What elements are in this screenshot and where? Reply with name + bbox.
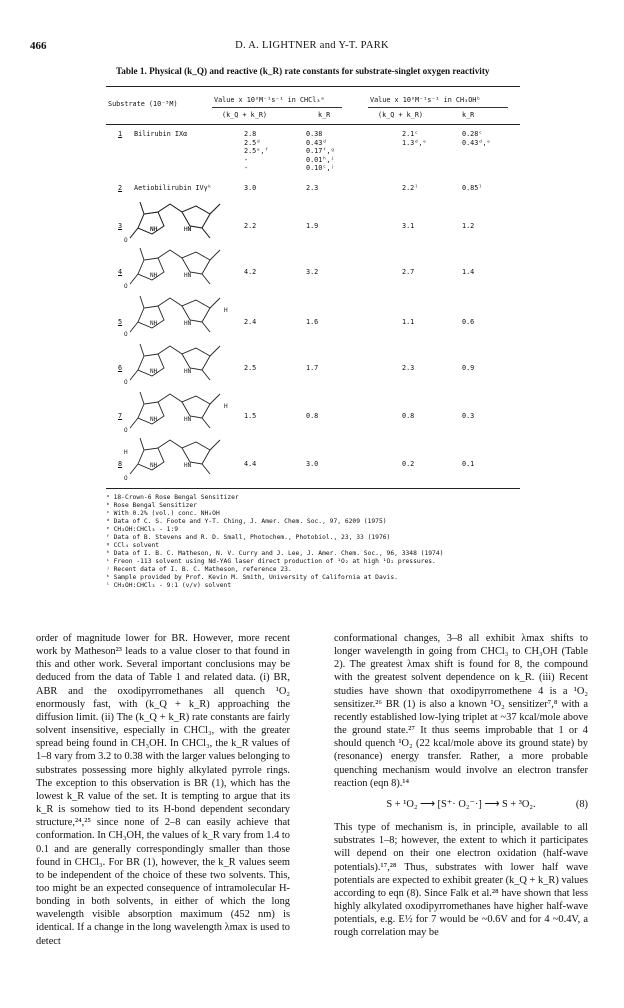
cell-chcl3-kqkr: 4.2	[244, 268, 257, 276]
oxo-label: O	[124, 427, 128, 434]
footnote: ᵍ CCl₄ solvent	[106, 542, 160, 549]
oxo-label: O	[124, 283, 128, 290]
ch3oh-span-rule	[368, 107, 508, 108]
structure-5	[130, 296, 220, 332]
cell-ch3oh-kr: 0.9	[462, 364, 475, 372]
footnote: ᵇ Rose Bengal Sensitizer	[106, 502, 197, 509]
cell-ch3oh-kqkr: 2.2ˡ	[402, 184, 419, 192]
cell-chcl3-kr: 1.7	[306, 364, 319, 372]
body-paragraph: conformational changes, 3–8 all exhibit λmax shifts to longer wavelength in going from CHCl₃ to CH₃OH (Table 2). The greatest λmax shift is found for 8, the compound with the greatest solvent dependence on k_R. (iii) Recent studies have shown that oxodipyrromethene 4 is a ¹O₂ sensitizer.²⁶ BR (1) is also a known ¹O₂ sensitizer⁷,⁸ with a recently established low-lying triplet at ~37 kcal/mole above the ground state.²⁷ It thus seems improbable that 1 or 4 should quench ¹O₂ (22 kcal/mole above its ground state) by (resonance) energy transfer. Rather, a more probable quenching mechanism would involve an electron transfer reaction (eqn 8).¹⁴	[334, 633, 588, 789]
cell-chcl3-kr: 0.8	[306, 412, 319, 420]
structure-6	[130, 344, 220, 380]
cell-ch3oh-kr: 1.2	[462, 222, 475, 230]
cell-chcl3-kr: 0.38 0.43ᵈ 0.17ᶠ,ᵍ 0.01ʰ,ⁱ 0.10ᶜ,ʲ	[306, 130, 335, 173]
col-ch3oh-header: Value x 10⁹M⁻¹s⁻¹ in CH₃OHᵇ	[370, 96, 481, 104]
equation-number: (8)	[575, 798, 588, 810]
cell-chcl3-kr: 1.9	[306, 222, 319, 230]
structure-7	[130, 392, 220, 428]
footnote: ᵈ Data of C. S. Foote and Y-T. Ching, J. Amer. Chem. Soc., 97, 6209 (1975)	[106, 518, 387, 525]
cell-ch3oh-kr: 0.28ᶜ 0.43ᵈ,ᵉ	[462, 130, 491, 147]
col-chcl3-header: Value x 10⁹M⁻¹s⁻¹ in CHCl₃ᵃ	[214, 96, 325, 104]
oxo-label: O	[124, 331, 128, 338]
h-label: H	[224, 307, 228, 314]
footnote: ᵉ CH₃OH:CHCl₃ - 1:9	[106, 526, 179, 533]
col-substrate-header: Substrate (10⁻⁵M)	[108, 100, 178, 108]
footnote: ᵃ 18-Crown-6 Rose Bengal Sensitizer	[106, 494, 239, 501]
table-header-rule	[106, 124, 520, 125]
oxo-label: O	[124, 237, 128, 244]
cell-ch3oh-kqkr: 2.3	[402, 364, 415, 372]
row-number: 7	[118, 412, 123, 420]
cell-ch3oh-kqkr: 0.8	[402, 412, 415, 420]
cell-chcl3-kqkr: 1.5	[244, 412, 257, 420]
h-label: H	[224, 403, 228, 410]
cell-ch3oh-kqkr: 3.1	[402, 222, 415, 230]
cell-chcl3-kr: 3.0	[306, 460, 319, 468]
table-bottom-rule	[106, 488, 520, 489]
cell-ch3oh-kqkr: 2.7	[402, 268, 415, 276]
structure-4	[130, 248, 220, 284]
cell-ch3oh-kqkr: 2.1ᶜ 1.3ᵈ,ᵉ	[402, 130, 427, 147]
footnote: ˡ CH₃OH:CHCl₃ - 9:1 (v/v) solvent	[106, 582, 232, 589]
footnote: ᶜ With 0.2% (vol.) conc. NH₄OH	[106, 510, 220, 517]
row-number: 8	[118, 460, 123, 468]
ch3oh-kqkr-header: (k_Q + k_R)	[378, 111, 424, 119]
cell-chcl3-kqkr: 2.4	[244, 318, 257, 326]
row-name: Bilirubin IXα	[134, 130, 188, 138]
h-label: H	[124, 449, 128, 456]
body-paragraph: This type of mechanism is, in principle, available to all substrates 1–8; however, the extent to which it participates will depend on their one electron oxidation (half-wave potentials).¹⁷,²⁸ Thus, substrates with lower half wave potentials are expected to exhibit greater (k_Q + k_R) values according to eqn (8). Since Falk et al.²⁸ have shown that less highly alkylated oxodipyrromethanes have higher half-wave potentials, e.g. E½ for 7 would be ~0.6V and for 4 ~0.4V, a rough correlation may be	[334, 822, 588, 939]
cell-ch3oh-kr: 0.1	[462, 460, 475, 468]
footnote: ⁱ Freon -113 solvent using Nd-YAG laser direct production of ¹O₂ at high ¹O₂ pressures.	[106, 558, 436, 565]
table-top-rule	[106, 86, 520, 87]
body-left-column	[36, 632, 290, 948]
cell-chcl3-kqkr: 4.4	[244, 460, 257, 468]
footnote: ʲ Recent data of I. B. C. Matheson, reference 23.	[106, 566, 292, 573]
row-number: 4	[118, 268, 123, 276]
cell-ch3oh-kqkr: 0.2	[402, 460, 415, 468]
cell-chcl3-kqkr: 2.8 2.5ᵈ 2.5ᵉ,ᶠ - -	[244, 130, 269, 173]
table-caption: Table 1. Physical (k_Q) and reactive (k_R) rate constants for substrate-singlet oxygen reactivity	[116, 66, 490, 76]
row-number: 1	[118, 130, 123, 138]
ch3oh-kr-header: k_R	[462, 111, 475, 119]
cell-ch3oh-kqkr: 1.1	[402, 318, 415, 326]
equation-8	[334, 798, 588, 811]
chcl3-kqkr-header: (k_Q + k_R)	[222, 111, 268, 119]
equation-text: S + ¹O₂ ⟶ [S⁺· O₂⁻·] ⟶ S + ³O₂.	[386, 798, 536, 810]
running-header-authors: D. A. LIGHTNER and Y-T. PARK	[235, 40, 389, 51]
footnote: ᶠ Data of B. Stevens and R. D. Small, Photochem., Photobiol., 23, 33 (1976)	[106, 534, 391, 541]
cell-chcl3-kr: 1.6	[306, 318, 319, 326]
cell-chcl3-kqkr: 2.5	[244, 364, 257, 372]
cell-ch3oh-kr: 0.6	[462, 318, 475, 326]
body-paragraph: order of magnitude lower for BR. However, more recent work by Matheson²³ leads to a value closer to that found in this and other work. Several important conclusions may be deduced from the data of Table 1 and related data. (i) BR, ABR and the oxodipyrromethanes all quench ¹O₂ enormously fast, with (k_Q + k_R) approaching the diffusion limit. (ii) The (k_Q + k_R) rate constants are fairly solvent insensitive, especially in CHCl₃, with the greater spread being found in CH₃OH. In CHCl₃, the k_R values of 1–8 vary from 3.2 to 0.38 with the larger values belonging to substrates possessing more highly alkylated pyrrole rings. The exception to this observation is BR (1), which has the lowest k_R value of the set. It is tempting to argue that its k_R is somehow tied to its H-bond dependent secondary structure,²⁴,²⁵ since none of 2–8 can easily achieve that conformation. In CH₃OH, the values of k_R vary from 1.4 to 0.1 and are generally correspondingly smaller than those found in CHCl₃. For BR (1), however, the k_R values seem to be independent of the choice of these two solvents. This, too might be an expected consequence of intramolecular H-bonding in both solvents, in either of which the long wavelength visible absorption maximum (452 nm) is identical. If a change in the long wavelength λmax is used to detect	[36, 633, 290, 947]
row-number: 2	[118, 184, 123, 192]
body-right-column	[334, 632, 588, 939]
oxo-label: O	[124, 379, 128, 386]
row-number: 3	[118, 222, 123, 230]
cell-ch3oh-kr: 1.4	[462, 268, 475, 276]
oxo-label: O	[124, 475, 128, 482]
row-number: 6	[118, 364, 123, 372]
cell-chcl3-kqkr: 2.2	[244, 222, 257, 230]
structure-8	[130, 438, 220, 474]
chcl3-kr-header: k_R	[318, 111, 331, 119]
page-number: 466	[30, 40, 47, 52]
cell-ch3oh-kr: 0.3	[462, 412, 475, 420]
cell-chcl3-kqkr: 3.0	[244, 184, 257, 192]
structure-drawings	[124, 198, 234, 488]
row-number: 5	[118, 318, 123, 326]
cell-chcl3-kr: 3.2	[306, 268, 319, 276]
row-name: Aetiobilirubin IVγᵏ	[134, 184, 212, 192]
cell-ch3oh-kr: 0.85ˡ	[462, 184, 483, 192]
chcl3-span-rule	[212, 107, 342, 108]
footnote: ᵏ Sample provided by Prof. Kevin M. Smith, University of California at Davis.	[106, 574, 398, 581]
footnote: ʰ Data of I. B. C. Matheson, N. V. Curry and J. Lee, J. Amer. Chem. Soc., 96, 3348 (1974)	[106, 550, 444, 557]
cell-chcl3-kr: 2.3	[306, 184, 319, 192]
